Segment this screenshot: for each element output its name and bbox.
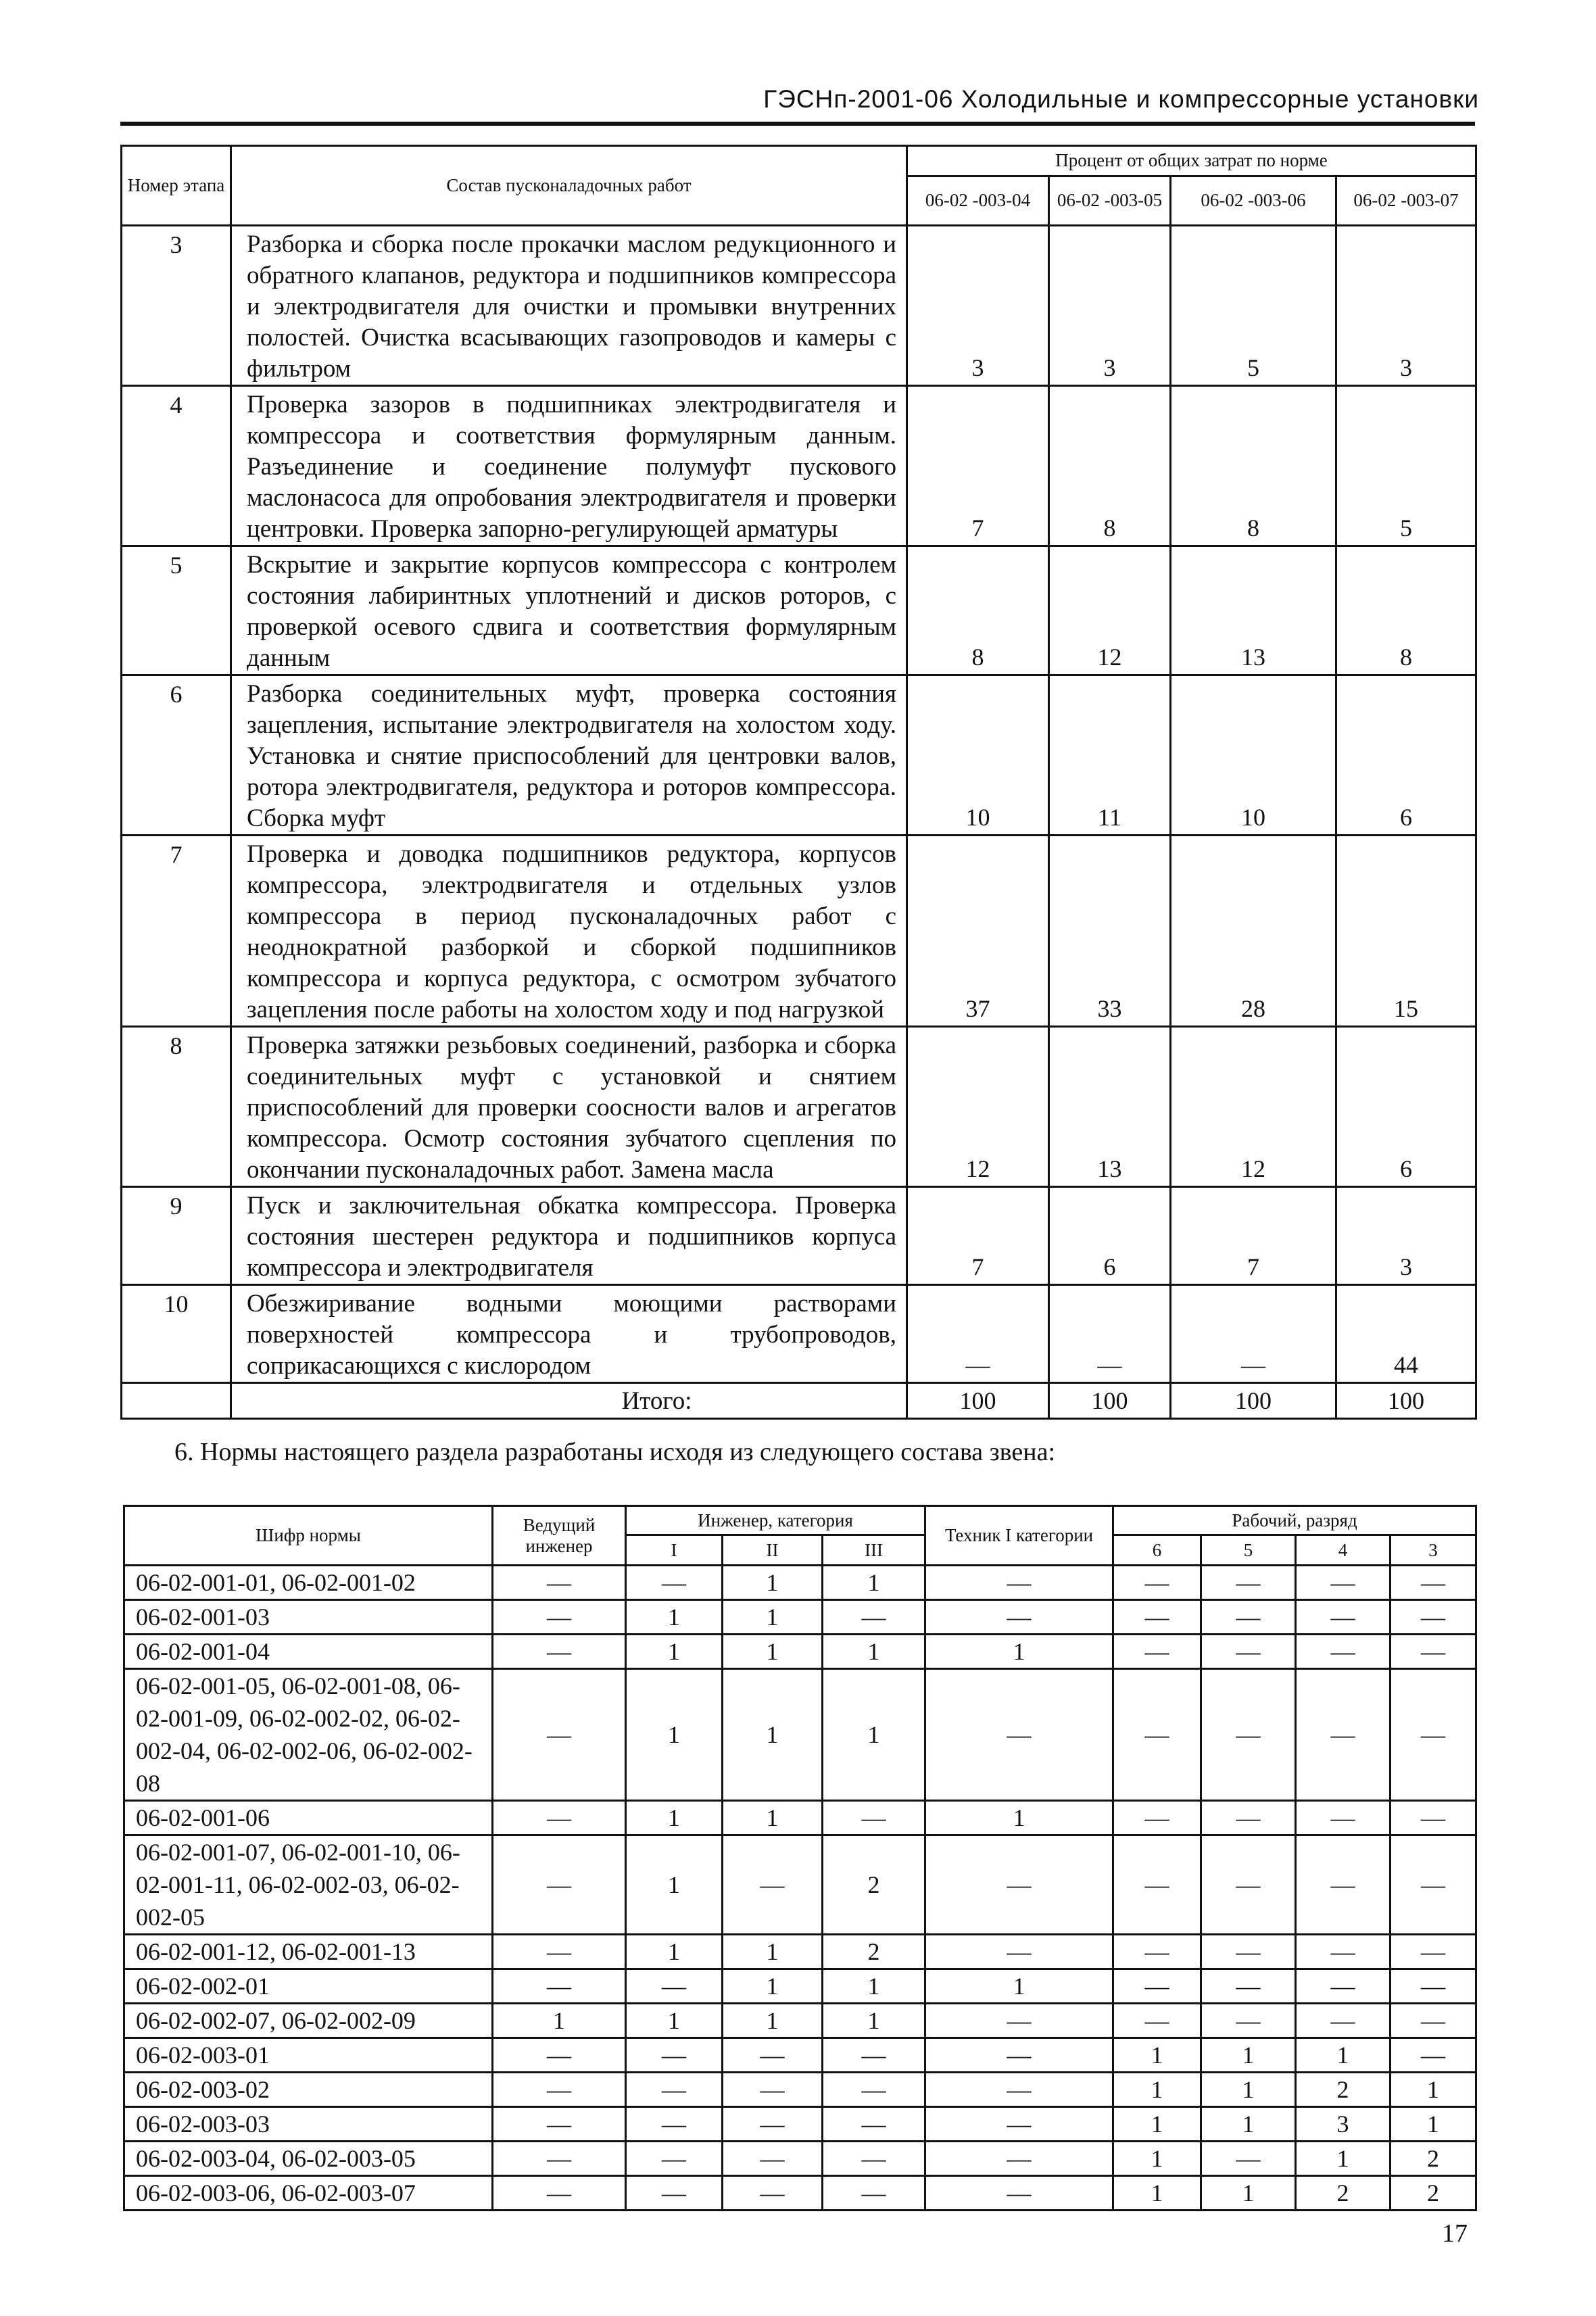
total-value: 100 xyxy=(907,1383,1049,1419)
stage-row xyxy=(122,1187,1476,1285)
crew-count: 1 xyxy=(823,1566,925,1600)
col-header-norm: 06-02 -003-04 xyxy=(907,176,1049,226)
crew-count: — xyxy=(626,2038,723,2073)
crew-count: — xyxy=(1201,1935,1296,1969)
stage-percent-value: 37 xyxy=(907,836,1049,1027)
crew-row xyxy=(124,2107,1476,2142)
stage-percent-value: — xyxy=(907,1285,1049,1383)
stage-percent-value: 15 xyxy=(1336,836,1476,1027)
crew-count: 1 xyxy=(823,1635,925,1669)
norm-code: 06-02-001-01, 06-02-001-02 xyxy=(124,1566,493,1600)
crew-count: 1 xyxy=(723,2004,823,2038)
crew-count: — xyxy=(925,1835,1113,1935)
crew-count: 1 xyxy=(626,1835,723,1935)
stage-percent-value: 3 xyxy=(1049,226,1171,386)
stage-description: Проверка зазоров в подшипниках электродвигателя и компрессора и соответствия формулярным данным. Разъединение и соединение полумуфт пускового маслонасоса для опробования электродвигателя и проверки центровки. Проверка запорно-регулирующей арматуры xyxy=(231,386,907,546)
stage-percent-value: 12 xyxy=(1171,1027,1336,1187)
crew-count: — xyxy=(626,1566,723,1600)
stage-percent-value: 44 xyxy=(1336,1285,1476,1383)
crew-count: — xyxy=(1391,1835,1476,1935)
total-value: 100 xyxy=(1049,1383,1171,1419)
stage-number: 9 xyxy=(122,1187,231,1285)
crew-count: — xyxy=(1113,1935,1201,1969)
crew-count: — xyxy=(823,2107,925,2142)
crew-count: — xyxy=(925,1669,1113,1801)
stage-row xyxy=(122,675,1476,836)
stage-percent-value: 6 xyxy=(1336,1027,1476,1187)
stage-percent-value: 7 xyxy=(907,386,1049,546)
crew-row xyxy=(124,2176,1476,2211)
crew-count: — xyxy=(723,1835,823,1935)
page-number: 17 xyxy=(1442,2219,1468,2248)
crew-count: — xyxy=(626,2176,723,2211)
crew-count: — xyxy=(493,2142,626,2176)
crew-count: — xyxy=(1391,1801,1476,1835)
crew-count: — xyxy=(925,2107,1113,2142)
crew-count: 1 xyxy=(1296,2142,1391,2176)
crew-count: 1 xyxy=(626,1669,723,1801)
crew-count: — xyxy=(1201,1801,1296,1835)
crew-count: — xyxy=(493,1600,626,1635)
crew-count: — xyxy=(925,2004,1113,2038)
crew-count: 1 xyxy=(723,1935,823,1969)
crew-count: 1 xyxy=(1391,2073,1476,2107)
total-value: 100 xyxy=(1336,1383,1476,1419)
crew-count: — xyxy=(823,2038,925,2073)
stage-description: Обезжиривание водными моющими растворами поверхностей компрессора и трубопроводов, соприкасающихся с кислородом xyxy=(231,1285,907,1383)
crew-count: 2 xyxy=(1296,2176,1391,2211)
crew-count: — xyxy=(1391,1635,1476,1669)
crew-count: — xyxy=(1391,1669,1476,1801)
crew-count: 1 xyxy=(925,1635,1113,1669)
crew-count: 1 xyxy=(1201,2176,1296,2211)
stage-row xyxy=(122,226,1476,386)
crew-count: — xyxy=(823,2142,925,2176)
crew-count: — xyxy=(1391,1566,1476,1600)
crew-count: — xyxy=(723,2073,823,2107)
stage-row xyxy=(122,1285,1476,1383)
crew-count: 1 xyxy=(1201,2038,1296,2073)
stage-row xyxy=(122,386,1476,546)
crew-count: — xyxy=(1113,1669,1201,1801)
total-value: 100 xyxy=(1171,1383,1336,1419)
stage-percent-value: 3 xyxy=(907,226,1049,386)
crew-row xyxy=(124,1835,1476,1935)
stages-table xyxy=(120,145,1477,1420)
col-header-engineer-cat: III xyxy=(823,1535,925,1566)
crew-count: — xyxy=(1113,2004,1201,2038)
norm-code: 06-02-003-01 xyxy=(124,2038,493,2073)
crew-count: — xyxy=(723,2176,823,2211)
crew-count: — xyxy=(1201,1566,1296,1600)
crew-count: — xyxy=(1201,1635,1296,1669)
stage-percent-value: 8 xyxy=(907,546,1049,675)
stage-percent-value: 13 xyxy=(1171,546,1336,675)
crew-count: 1 xyxy=(723,1801,823,1835)
norm-code: 06-02-002-07, 06-02-002-09 xyxy=(124,2004,493,2038)
norm-code: 06-02-003-02 xyxy=(124,2073,493,2107)
crew-count: — xyxy=(493,1635,626,1669)
crew-count: — xyxy=(1391,1969,1476,2004)
crew-count: — xyxy=(493,2038,626,2073)
crew-count: — xyxy=(1113,1600,1201,1635)
stage-percent-value: 5 xyxy=(1336,386,1476,546)
crew-count: 1 xyxy=(925,1969,1113,2004)
crew-count: 1 xyxy=(626,1801,723,1835)
crew-count: — xyxy=(1391,2038,1476,2073)
stage-number: 8 xyxy=(122,1027,231,1187)
crew-count: 1 xyxy=(1113,2107,1201,2142)
crew-count: — xyxy=(1113,1969,1201,2004)
crew-count: — xyxy=(925,2038,1113,2073)
crew-count: — xyxy=(493,1669,626,1801)
norm-code: 06-02-003-03 xyxy=(124,2107,493,2142)
stage-number: 5 xyxy=(122,546,231,675)
crew-row xyxy=(124,2038,1476,2073)
crew-count: — xyxy=(925,1600,1113,1635)
stage-percent-value: 11 xyxy=(1049,675,1171,836)
crew-row xyxy=(124,2004,1476,2038)
stage-number: 6 xyxy=(122,675,231,836)
crew-count: — xyxy=(1201,1600,1296,1635)
stage-percent-value: 3 xyxy=(1336,1187,1476,1285)
stage-percent-value: 6 xyxy=(1049,1187,1171,1285)
col-header-technician: Техник I категории xyxy=(925,1506,1113,1566)
crew-count: — xyxy=(1201,2004,1296,2038)
crew-count: — xyxy=(1296,1600,1391,1635)
crew-count: 1 xyxy=(723,1969,823,2004)
crew-count: 1 xyxy=(1201,2107,1296,2142)
crew-count: — xyxy=(1296,1835,1391,1935)
crew-count: — xyxy=(493,1566,626,1600)
crew-row xyxy=(124,1801,1476,1835)
stage-percent-value: 33 xyxy=(1049,836,1171,1027)
col-header-stage: Номер этапа xyxy=(122,146,231,226)
stage-number: 4 xyxy=(122,386,231,546)
crew-count: — xyxy=(823,1801,925,1835)
stage-number: 7 xyxy=(122,836,231,1027)
crew-count: — xyxy=(925,2176,1113,2211)
crew-count: — xyxy=(1391,1935,1476,1969)
crew-count: 1 xyxy=(823,2004,925,2038)
stage-percent-value: 3 xyxy=(1336,226,1476,386)
stage-row xyxy=(122,1027,1476,1187)
crew-count: — xyxy=(493,2073,626,2107)
stage-number: 3 xyxy=(122,226,231,386)
stage-percent-value: 10 xyxy=(907,675,1049,836)
crew-count: — xyxy=(493,2176,626,2211)
page-header-title: ГЭСНп-2001-06 Холодильные и компрессорные установки xyxy=(763,85,1479,113)
stage-percent-value: — xyxy=(1171,1285,1336,1383)
crew-count: — xyxy=(626,2142,723,2176)
crew-count: — xyxy=(1201,2142,1296,2176)
norm-code: 06-02-001-03 xyxy=(124,1600,493,1635)
header-rule xyxy=(120,122,1475,126)
crew-count: — xyxy=(1296,1935,1391,1969)
crew-count: — xyxy=(925,2142,1113,2176)
crew-count: — xyxy=(925,1935,1113,1969)
crew-count: — xyxy=(1201,1835,1296,1935)
crew-row xyxy=(124,1566,1476,1600)
col-header-worker-grade: 3 xyxy=(1391,1535,1476,1566)
crew-count: 1 xyxy=(723,1566,823,1600)
crew-count: — xyxy=(1296,1801,1391,1835)
norm-code: 06-02-001-05, 06-02-001-08, 06-02-001-09, 06-02-002-02, 06-02-002-04, 06-02-002-06, 06-02-002-08 xyxy=(124,1669,493,1801)
stage-percent-value: 10 xyxy=(1171,675,1336,836)
crew-count: — xyxy=(1113,1835,1201,1935)
crew-count: 2 xyxy=(1296,2073,1391,2107)
crew-count: 1 xyxy=(1113,2073,1201,2107)
stage-percent-value: 6 xyxy=(1336,675,1476,836)
crew-count: — xyxy=(1201,1969,1296,2004)
stage-percent-value: 28 xyxy=(1171,836,1336,1027)
col-header-norm: 06-02 -003-07 xyxy=(1336,176,1476,226)
crew-count: 1 xyxy=(925,1801,1113,1835)
crew-count: — xyxy=(1391,2004,1476,2038)
stage-percent-value: 12 xyxy=(1049,546,1171,675)
crew-count: 1 xyxy=(1391,2107,1476,2142)
stage-description: Разборка соединительных муфт, проверка состояния зацепления, испытание электродвигателя на холостом ходу. Установка и снятие приспособлений для центровки валов, ротора электродвигателя, редуктора и роторов компрессора. Сборка муфт xyxy=(231,675,907,836)
section-note: 6. Нормы настоящего раздела разработаны исходя из следующего состава звена: xyxy=(174,1438,1056,1466)
total-empty-cell xyxy=(122,1383,231,1419)
crew-row xyxy=(124,2142,1476,2176)
norm-code: 06-02-001-04 xyxy=(124,1635,493,1669)
crew-count: — xyxy=(626,2107,723,2142)
stage-description: Пуск и заключительная обкатка компрессора. Проверка состояния шестерен редуктора и подшипников корпуса компрессора и электродвигателя xyxy=(231,1187,907,1285)
crew-count: — xyxy=(723,2038,823,2073)
crew-table xyxy=(123,1505,1477,2211)
norm-code: 06-02-001-07, 06-02-001-10, 06-02-001-11, 06-02-002-03, 06-02-002-05 xyxy=(124,1835,493,1935)
col-header-engineer-cat: II xyxy=(723,1535,823,1566)
crew-count: 3 xyxy=(1296,2107,1391,2142)
crew-count: 2 xyxy=(823,1935,925,1969)
stage-percent-value: 7 xyxy=(1171,1187,1336,1285)
crew-row xyxy=(124,1669,1476,1801)
crew-count: — xyxy=(823,2073,925,2107)
crew-row xyxy=(124,2073,1476,2107)
stage-percent-value: 8 xyxy=(1336,546,1476,675)
crew-count: — xyxy=(1296,1635,1391,1669)
crew-count: 2 xyxy=(823,1835,925,1935)
crew-row xyxy=(124,1969,1476,2004)
crew-count: — xyxy=(723,2107,823,2142)
crew-count: 1 xyxy=(493,2004,626,2038)
norm-code: 06-02-001-12, 06-02-001-13 xyxy=(124,1935,493,1969)
stage-percent-value: 8 xyxy=(1171,386,1336,546)
crew-count: 1 xyxy=(723,1669,823,1801)
crew-row xyxy=(124,1635,1476,1669)
norm-code: 06-02-002-01 xyxy=(124,1969,493,2004)
crew-count: 1 xyxy=(626,1635,723,1669)
crew-count: 1 xyxy=(823,1669,925,1801)
crew-count: — xyxy=(1113,1566,1201,1600)
crew-count: 1 xyxy=(723,1600,823,1635)
crew-count: — xyxy=(925,1566,1113,1600)
crew-count: — xyxy=(823,1600,925,1635)
crew-count: 1 xyxy=(823,1969,925,2004)
stage-description: Вскрытие и закрытие корпусов компрессора с контролем состояния лабиринтных уплотнений и дисков роторов, с проверкой осевого сдвига и соответствия формулярным данным xyxy=(231,546,907,675)
crew-count: — xyxy=(1296,1669,1391,1801)
stage-percent-value: 13 xyxy=(1049,1027,1171,1187)
crew-count: 1 xyxy=(1113,2038,1201,2073)
crew-count: — xyxy=(1113,1635,1201,1669)
crew-row xyxy=(124,1935,1476,1969)
crew-count: — xyxy=(493,1835,626,1935)
stage-percent-value: 12 xyxy=(907,1027,1049,1187)
crew-count: 1 xyxy=(626,2004,723,2038)
stage-percent-value: 5 xyxy=(1171,226,1336,386)
crew-count: — xyxy=(823,2176,925,2211)
crew-count: — xyxy=(493,1801,626,1835)
norm-code: 06-02-003-06, 06-02-003-07 xyxy=(124,2176,493,2211)
stage-description: Проверка и доводка подшипников редуктора, корпусов компрессора, электродвигателя и отдельных узлов компрессора в период пусконаладочных работ с неоднократной разборкой и сборкой подшипников компрессора и корпуса редуктора, с осмотром зубчатого зацепления после работы на холостом ходу и под нагрузкой xyxy=(231,836,907,1027)
crew-count: 1 xyxy=(626,1935,723,1969)
col-header-worker-grade: 5 xyxy=(1201,1535,1296,1566)
col-header-worker-grade: 4 xyxy=(1296,1535,1391,1566)
stage-description: Разборка и сборка после прокачки маслом редукционного и обратного клапанов, редуктора и подшипников компрессора и электродвигателя для очистки и промывки внутренних полостей. Очистка всасывающих газопроводов и камеры с фильтром xyxy=(231,226,907,386)
col-header-engineer: Инженер, категория xyxy=(626,1506,925,1535)
stage-row xyxy=(122,836,1476,1027)
crew-count: 1 xyxy=(1296,2038,1391,2073)
crew-count: — xyxy=(1391,1600,1476,1635)
crew-count: — xyxy=(1296,2004,1391,2038)
crew-count: — xyxy=(925,2073,1113,2107)
crew-count: — xyxy=(1201,1669,1296,1801)
stage-percent-value: — xyxy=(1049,1285,1171,1383)
crew-count: 2 xyxy=(1391,2176,1476,2211)
col-header-worker: Рабочий, разряд xyxy=(1113,1506,1476,1535)
stage-description: Проверка затяжки резьбовых соединений, разборка и сборка соединительных муфт с установкой и снятием приспособлений для проверки соосности валов и агрегатов компрессора. Осмотр состояния зубчатого сцепления по окончании пусконаладочных работ. Замена масла xyxy=(231,1027,907,1187)
crew-row xyxy=(124,1600,1476,1635)
crew-count: — xyxy=(1113,1801,1201,1835)
col-header-worker-grade: 6 xyxy=(1113,1535,1201,1566)
crew-count: — xyxy=(626,2073,723,2107)
crew-count: — xyxy=(1296,1566,1391,1600)
crew-count: — xyxy=(1296,1969,1391,2004)
col-header-percent: Процент от общих затрат по норме xyxy=(907,146,1476,176)
crew-count: 1 xyxy=(626,1600,723,1635)
stage-percent-value: 8 xyxy=(1049,386,1171,546)
crew-count: — xyxy=(493,1969,626,2004)
crew-count: — xyxy=(493,1935,626,1969)
stage-number: 10 xyxy=(122,1285,231,1383)
crew-count: 2 xyxy=(1391,2142,1476,2176)
col-header-engineer-cat: I xyxy=(626,1535,723,1566)
crew-count: — xyxy=(626,1969,723,2004)
norm-code: 06-02-001-06 xyxy=(124,1801,493,1835)
total-label: Итого: xyxy=(231,1383,907,1419)
col-header-work: Состав пусконаладочных работ xyxy=(231,146,907,226)
col-header-code: Шифр нормы xyxy=(124,1506,493,1566)
col-header-norm: 06-02 -003-06 xyxy=(1171,176,1336,226)
crew-count: 1 xyxy=(1113,2176,1201,2211)
crew-count: — xyxy=(493,2107,626,2142)
stage-row xyxy=(122,546,1476,675)
crew-count: 1 xyxy=(1201,2073,1296,2107)
crew-count: 1 xyxy=(1113,2142,1201,2176)
col-header-norm: 06-02 -003-05 xyxy=(1049,176,1171,226)
total-row xyxy=(122,1383,1476,1419)
crew-count: 1 xyxy=(723,1635,823,1669)
norm-code: 06-02-003-04, 06-02-003-05 xyxy=(124,2142,493,2176)
col-header-lead-engineer: Ведущий инженер xyxy=(493,1506,626,1566)
crew-count: — xyxy=(723,2142,823,2176)
stage-percent-value: 7 xyxy=(907,1187,1049,1285)
